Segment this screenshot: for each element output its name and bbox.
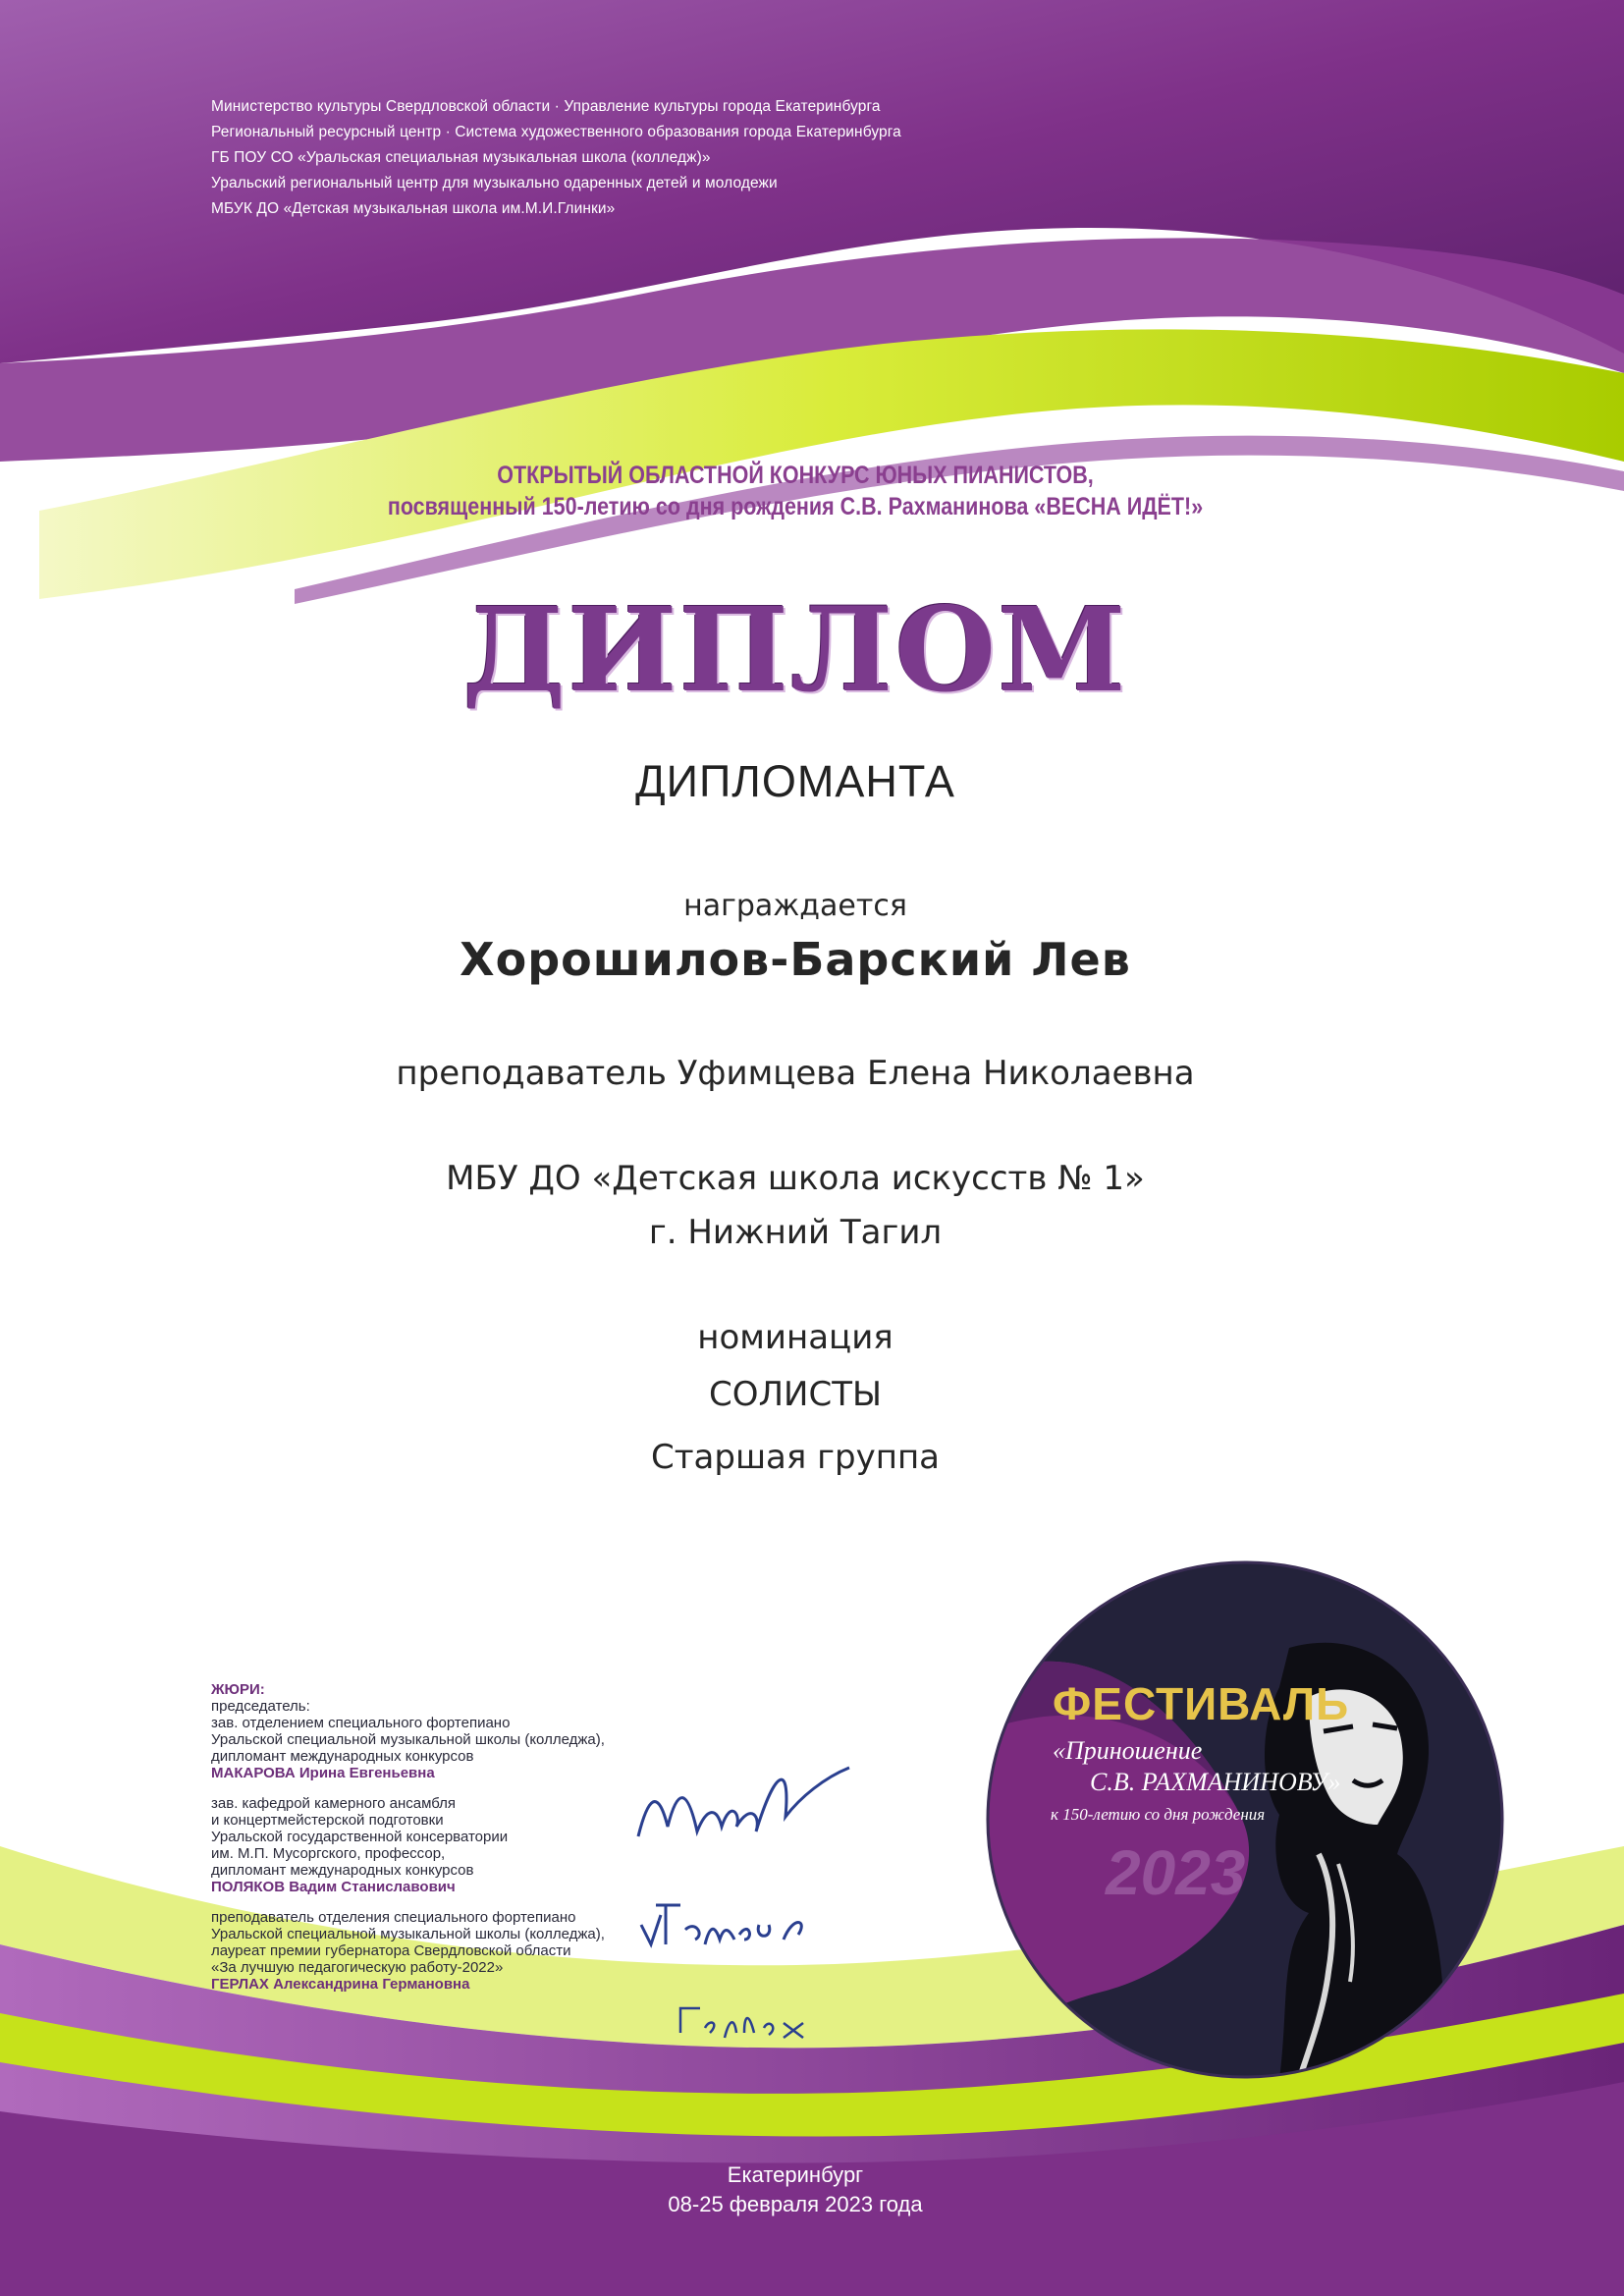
festival-subtitle-line2: С.В. РАХМАНИНОВУ» [1090,1768,1341,1796]
city-name: г. Нижний Тагил [648,1213,943,1252]
organizer-line: Уральский региональный центр для музыкально одаренных детей и молодежи [211,175,778,191]
jury-member-line: Уральской специальной музыкальной школы (колледжа), [211,1731,605,1748]
footer-dates: 08-25 февраля 2023 года [668,2192,923,2216]
footer [0,2160,1591,2219]
signature-makarova [628,1758,854,1856]
teacher-name: преподаватель Уфимцева Елена Николаевна [396,1054,1195,1093]
nomination-value: СОЛИСТЫ [708,1375,882,1414]
organizers-list [211,94,1095,222]
recipient-name: Хорошилов-Барский Лев [460,933,1131,986]
jury-member-line: и концертмейстерской подготовки [211,1812,444,1829]
signature-polyakov [636,1886,813,1964]
organizer-line: МБУК ДО «Детская музыкальная школа им.М.И.Глинки» [211,200,616,217]
contest-title-line1: ОТКРЫТЫЙ ОБЛАСТНОЙ КОНКУРС ЮНЫХ ПИАНИСТОВ, [497,462,1094,489]
contest-title-line2: посвященный 150-летию со дня рождения С.В. Рахманинова «ВЕСНА ИДЁТ!» [387,493,1204,520]
awarded-label: награждается [683,889,907,923]
jury-member-name: МАКАРОВА Ирина Евгеньевна [211,1765,435,1781]
jury-member-name: ГЕРЛАХ Александрина Германовна [211,1976,470,1993]
jury-chair-label: председатель: [211,1698,310,1715]
school-name: МБУ ДО «Детская школа искусств № 1» [446,1159,1145,1198]
organizer-line: Региональный ресурсный центр · Система художественного образования города Екатеринбурга [211,124,901,140]
jury-member-line: Уральской специальной музыкальной школы (колледжа), [211,1926,605,1942]
festival-anniversary: к 150-летию со дня рождения [1051,1805,1266,1824]
age-group: Старшая группа [650,1438,941,1477]
organizer-line: Министерство культуры Свердловской области · Управление культуры города Екатеринбурга [211,98,881,115]
diploma-title: ДИПЛОМ [462,581,1128,718]
festival-year: 2023 [1106,1837,1246,1908]
jury-member-line: «За лучшую педагогическую работу-2022» [211,1959,504,1976]
jury-member-line: им. М.П. Мусоргского, профессор, [211,1845,446,1862]
jury-member-line: дипломант международных конкурсов [211,1748,474,1765]
jury-member-line: лауреат премии губернатора Свердловской области [211,1942,571,1959]
signature-gerlah [676,1994,813,2052]
contest-title [111,460,1479,522]
festival-title: ФЕСТИВАЛЬ [1053,1678,1350,1729]
jury-member-name: ПОЛЯКОВ Вадим Станиславович [211,1879,456,1895]
jury-member-line: зав. кафедрой камерного ансамбля [211,1795,457,1812]
jury-member-line: дипломант международных конкурсов [211,1862,474,1879]
organizer-line: ГБ ПОУ СО «Уральская специальная музыкальная школа (колледж)» [211,149,711,166]
nomination-label: номинация [697,1318,893,1357]
footer-city: Екатеринбург [727,2162,864,2187]
jury-heading: ЖЮРИ: [211,1681,265,1698]
diploma-subtitle: ДИПЛОМАНТА [635,756,955,806]
jury-member-line: зав. отделением специального фортепиано [211,1715,511,1731]
festival-subtitle-line1: «Приношение [1053,1736,1203,1765]
jury-member-line: Уральской государственной консерватории [211,1829,509,1845]
jury-member-line: преподаватель отделения специального фортепиано [211,1909,576,1926]
